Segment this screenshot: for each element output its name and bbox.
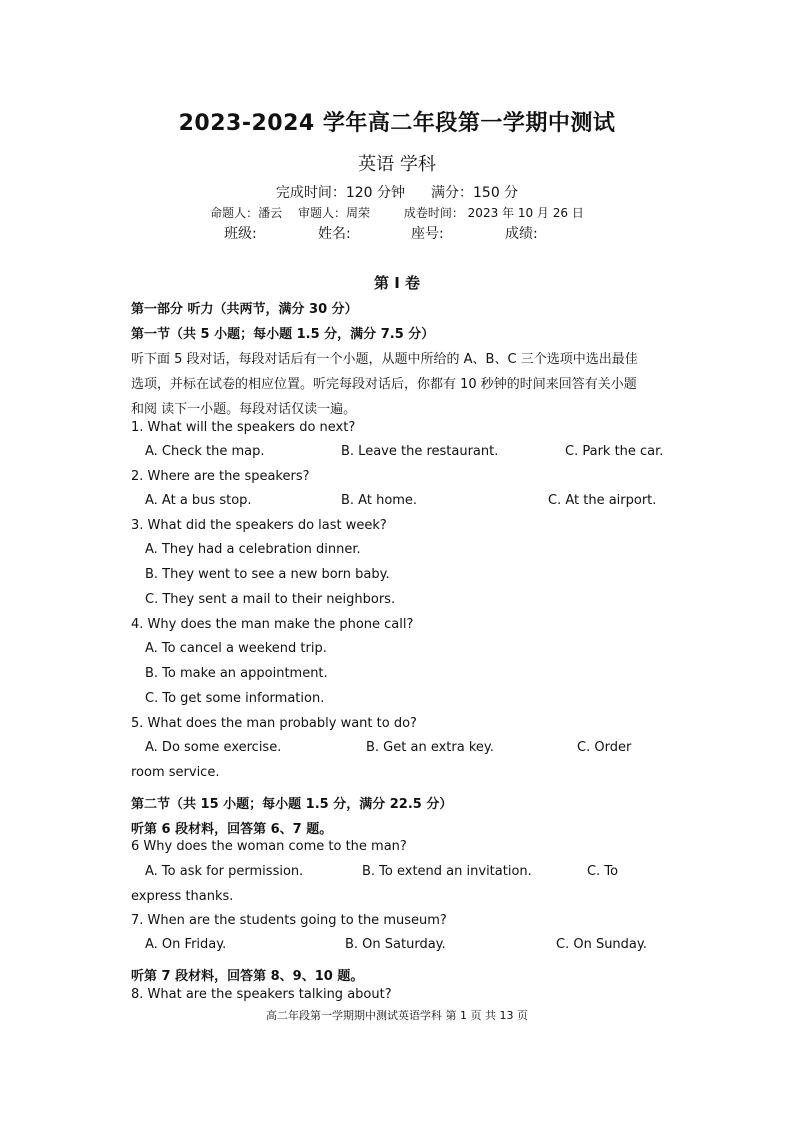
- page-footer: 高二年段第一学期期中测试英语学科 第 1 页 共 13 页: [266, 1009, 528, 1022]
- instruction-line: 和阅 读下一小题。每段对话仅读一遍。: [131, 402, 357, 417]
- question-6-option-c: C. To: [587, 864, 619, 879]
- question-1-option-c: C. Park the car.: [565, 444, 664, 459]
- question-4-option-a: A. To cancel a weekend trip.: [145, 641, 327, 656]
- question-2-option-b: B. At home.: [341, 493, 418, 508]
- volume-heading: 第 Ⅰ 卷: [373, 274, 421, 292]
- section1-heading: 第一节（共 5 小题；每小题 1.5 分，满分 7.5 分）: [131, 327, 435, 342]
- question-6-option-a: A. To ask for permission.: [145, 864, 304, 879]
- instruction-line: 听下面 5 段对话，每段对话后有一个小题，从题中所给的 A、B、C 三个选项中选出最佳: [131, 352, 638, 367]
- seat-field-label: 座号:: [411, 226, 444, 242]
- question-1-stem: 1. What will the speakers do next?: [131, 420, 356, 435]
- question-1-option-a: A. Check the map.: [145, 444, 265, 459]
- exam-title: 2023-2024 学年高二年段第一学期中测试: [178, 111, 616, 136]
- name-field-label: 姓名:: [318, 226, 351, 242]
- material-6-heading: 听第 6 段材料，回答第 6、7 题。: [131, 822, 333, 837]
- question-5-stem: 5. What does the man probably want to do?: [131, 716, 417, 731]
- question-6-option-c-continued: express thanks.: [131, 889, 234, 904]
- question-setter: 命题人：潘云: [210, 206, 283, 220]
- question-5-option-c-continued: room service.: [131, 765, 220, 780]
- class-field-label: 班级:: [224, 226, 257, 242]
- question-2-stem: 2. Where are the speakers?: [131, 469, 310, 484]
- score-field-label: 成绩:: [505, 226, 538, 242]
- question-5-option-a: A. Do some exercise.: [145, 740, 282, 755]
- question-6-stem: 6 Why does the woman come to the man?: [131, 839, 407, 854]
- question-5-option-b: B. Get an extra key.: [366, 740, 494, 755]
- question-4-option-c: C. To get some information.: [145, 691, 325, 706]
- question-7-option-b: B. On Saturday.: [345, 937, 446, 952]
- question-8-stem: 8. What are the speakers talking about?: [131, 987, 392, 1002]
- exam-authors: [0, 204, 794, 221]
- question-6-option-b: B. To extend an invitation.: [362, 864, 532, 879]
- question-7-option-c: C. On Sunday.: [556, 937, 647, 952]
- question-3-option-a: A. They had a celebration dinner.: [145, 542, 361, 557]
- question-2-option-a: A. At a bus stop.: [145, 493, 252, 508]
- subject-title: 英语 学科: [358, 154, 436, 175]
- part1-heading: 第一部分 听力（共两节，满分 30 分）: [131, 302, 358, 317]
- question-2-option-c: C. At the airport.: [548, 493, 657, 508]
- exam-time-score: [0, 182, 794, 202]
- section2-heading: 第二节（共 15 小题；每小题 1.5 分，满分 22.5 分）: [131, 797, 453, 812]
- full-score: 满分：150 分: [431, 185, 519, 201]
- question-5-option-c: C. Order: [577, 740, 632, 755]
- question-7-option-a: A. On Friday.: [145, 937, 227, 952]
- question-4-option-b: B. To make an appointment.: [145, 666, 328, 681]
- question-3-option-c: C. They sent a mail to their neighbors.: [145, 592, 396, 607]
- question-1-option-b: B. Leave the restaurant.: [341, 444, 499, 459]
- completion-time: 完成时间：120 分钟: [275, 185, 405, 201]
- question-3-stem: 3. What did the speakers do last week?: [131, 518, 387, 533]
- question-7-stem: 7. When are the students going to the museum?: [131, 913, 447, 928]
- compile-date: 成卷时间： 2023 年 10 月 26 日: [403, 206, 584, 220]
- instruction-line: 选项，并标在试卷的相应位置。听完每段对话后，你都有 10 秒钟的时间来回答有关小题: [131, 377, 637, 392]
- question-4-stem: 4. Why does the man make the phone call?: [131, 617, 414, 632]
- question-3-option-b: B. They went to see a new born baby.: [145, 567, 390, 582]
- reviewer: 审题人：周荣: [298, 206, 371, 220]
- material-7-heading: 听第 7 段材料，回答第 8、9、10 题。: [131, 969, 364, 984]
